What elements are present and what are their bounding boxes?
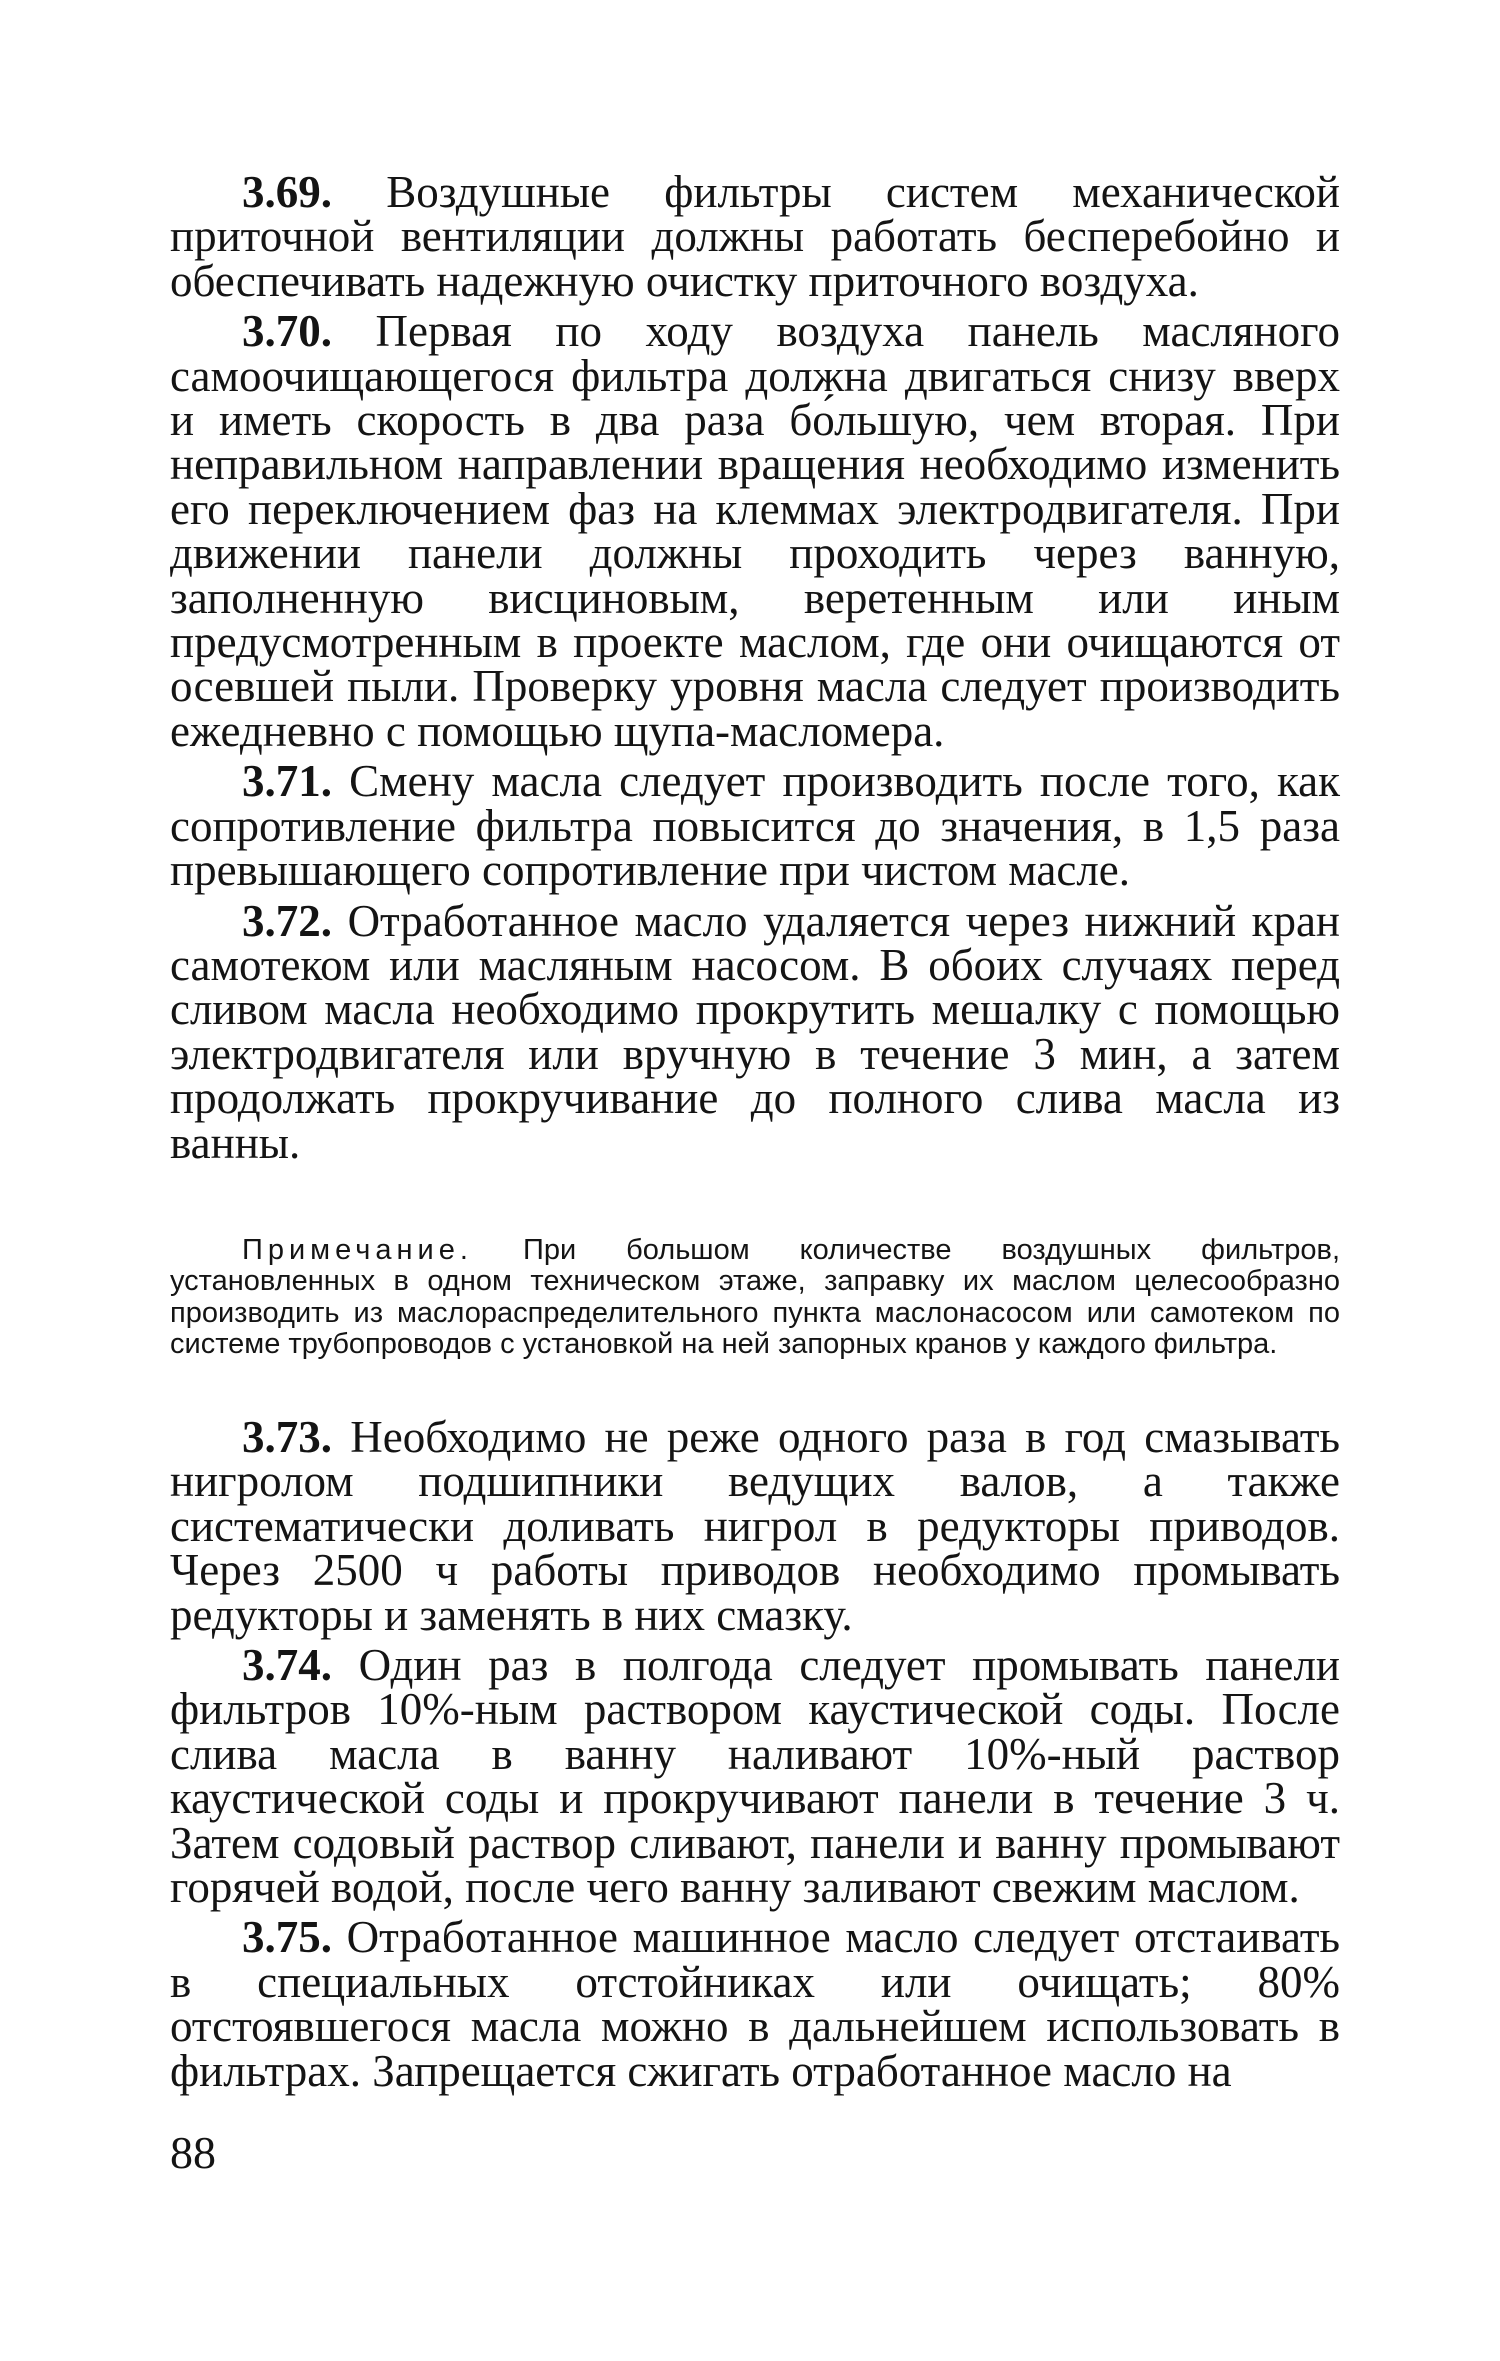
paragraph-3-69 [170,167,1341,306]
page-body [170,167,1341,2099]
footnote-note [170,1235,1340,1361]
paragraph-3-72 [170,895,1341,1168]
paragraph-3-70 [170,306,1340,756]
paragraph-text: Отработанное машинное масло следует отстаивать в специальных отстойниках или очищать; 80% отстоявшегося масла можно в дальнейшем использовать в фильтрах. Запрещается сжигать отработанное масло на [170,1912,1341,2096]
paragraph-3-75 [170,1912,1341,2096]
paragraph-text: Необходимо не реже одного раза в год смазывать нигролом подшипники ведущих валов, а также систематически доливать нигрол в редукторы приводов. Через 2500 ч работы приводов необходимо промывать редукторы и заменять в них смазку. [170,1411,1341,1640]
paragraph-3-73 [170,1411,1341,1640]
paragraph-text: Один раз в полгода следует промывать панели фильтров 10%-ным раствором каустической соды. После слива масла в ванну наливают 10%-ный раствор каустической соды и прокручивают панели в течение 3 ч. Затем содовый раствор сливают, панели и ванну промывают горячей водой, после чего ванну заливают свежим маслом. [170,1639,1340,1912]
paragraph-number: 3.73. [242,1411,332,1462]
paragraph-3-74 [170,1639,1340,1912]
paragraph-number: 3.70. [242,306,332,357]
paragraph-text: Первая по ходу воздуха панель масляного самоочищающегося фильтра должна двигаться снизу вверх и иметь скорость в два раза бо́льшую, чем вторая. При неправильном направлении вращения необходимо изменить его переключением фаз на клеммах электродвигателя. При движении панели должны проходить через ванную, заполненную висциновым, веретенным или иным предусмотренным в проекте маслом, где они очищаются от осевшей пыли. Проверку уровня масла следует производить ежедневно с помощью щупа-масломера. [170,306,1340,756]
paragraph-text: Смену масла следует производить после того, как сопротивление фильтра повысится до значения, в 1,5 раза превышающего сопротивление при чистом масле. [170,756,1341,896]
paragraph-text: Отработанное масло удаляется через нижний кран самотеком или масляным насосом. В обоих случаях перед сливом масла необходимо прокрутить мешалку с помощью электродвигателя или вручную в течение 3 мин, а затем продолжать прокручивание до полного слива масла из ванны. [170,895,1341,1168]
paragraph-text: Воздушные фильтры систем механической приточной вентиляции должны работать бесперебойно и обеспечивать надежную очистку приточного воздуха. [170,167,1341,306]
note-text: При большом количестве воздушных фильтров, установленных в одном техническом этаже, заправку их маслом целесообразно производить из маслораспределительного пункта маслонасосом или самотеком по системе трубопроводов с установкой на ней запорных кранов у каждого фильтра. [170,1233,1340,1361]
note-label: Примечание. [242,1233,473,1266]
paragraph-number: 3.74. [242,1639,332,1690]
paragraph-number: 3.72. [242,895,332,946]
paragraph-number: 3.71. [242,756,332,807]
paragraph-number: 3.69. [242,167,332,217]
paragraph-3-71 [170,756,1341,896]
paragraph-number: 3.75. [242,1912,332,1963]
page-number: 88 [170,2127,216,2178]
